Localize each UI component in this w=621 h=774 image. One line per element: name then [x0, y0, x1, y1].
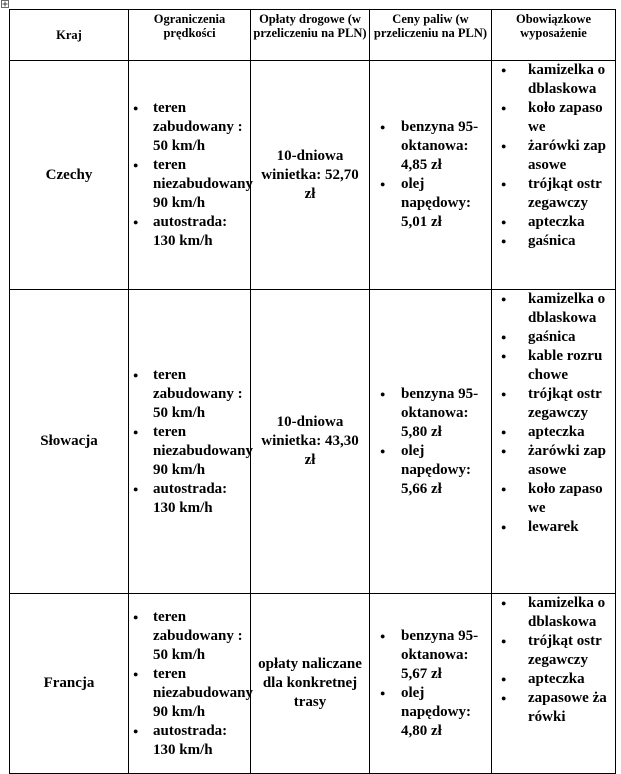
speed-limits-list: [129, 99, 254, 251]
speed-limits-list: [129, 366, 254, 518]
list-item: ● teren niezabudowany 90 km/h: [153, 423, 249, 480]
list-item: ● autostrada: 130 km/h: [153, 213, 249, 251]
list-item: ● autostrada: 130 km/h: [153, 480, 249, 518]
list-item: ● teren niezabudowany 90 km/h: [153, 665, 249, 722]
table-row: [10, 594, 616, 774]
fuel-prices-cell: [370, 594, 492, 774]
country-name: Słowacja: [10, 290, 129, 594]
list-item: ● kamizelka odblaskowa: [528, 594, 608, 632]
table-row: [10, 61, 616, 290]
list-item: ● koło zapasowe: [528, 480, 608, 518]
list-item: ● apteczka: [528, 670, 608, 689]
list-item: ● koło zapasowe: [528, 99, 608, 137]
header-speed-limits: Ograniczenia prędkości: [129, 10, 251, 61]
list-item: ● teren niezabudowany 90 km/h: [153, 156, 249, 213]
list-item: ● zapasowe żarówki: [528, 689, 608, 727]
list-item: ● kamizelka odblaskowa: [528, 61, 608, 99]
speed-limits-list: [129, 608, 254, 760]
header-fuel-prices: Ceny paliw (w przeliczeniu na PLN): [370, 10, 492, 61]
toll-cell: opłaty naliczane dla konkretnej trasy: [251, 594, 370, 774]
list-item: ● olej napędowy: 5,66 zł: [401, 442, 481, 499]
header-tolls: Opłaty drogowe (w przeliczeniu na PLN): [251, 10, 370, 61]
equipment-list: [492, 594, 608, 727]
list-item: ● kamizelka odblaskowa: [528, 290, 608, 328]
country-name: Czechy: [10, 61, 129, 290]
list-item: ● teren zabudowany : 50 km/h: [153, 608, 249, 665]
header-country: Kraj: [10, 10, 129, 61]
equipment-list: [492, 290, 608, 537]
fuel-prices-list: [370, 385, 481, 499]
list-item: ● benzyna 95-oktanowa: 4,85 zł: [401, 118, 481, 175]
list-item: ● kable rozruchowe: [528, 347, 608, 385]
list-item: ● autostrada: 130 km/h: [153, 722, 249, 760]
list-item: ● teren zabudowany : 50 km/h: [153, 366, 249, 423]
equipment-cell: [492, 61, 616, 290]
speed-limits-cell: [129, 61, 254, 290]
list-item: ● olej napędowy: 5,01 zł: [401, 175, 481, 232]
list-item: ● trójkąt ostrzegawczy: [528, 175, 608, 213]
fuel-prices-list: [370, 627, 481, 741]
toll-cell: 10-dniowa winietka: 52,70 zł: [251, 61, 370, 290]
list-item: ● benzyna 95-oktanowa: 5,80 zł: [401, 385, 481, 442]
table-row: [10, 290, 616, 594]
equipment-cell: [492, 594, 616, 774]
header-row: [10, 10, 616, 61]
list-item: ● trójkąt ostrzegawczy: [528, 632, 608, 670]
equipment-list: [492, 61, 608, 251]
equipment-cell: [492, 290, 616, 594]
fuel-prices-list: [370, 118, 481, 232]
speed-limits-cell: [129, 290, 254, 594]
list-item: ● trójkąt ostrzegawczy: [528, 385, 608, 423]
list-item: ● żarówki zapasowe: [528, 137, 608, 175]
list-item: ● apteczka: [528, 423, 608, 442]
toll-cell: 10-dniowa winietka: 43,30 zł: [251, 290, 370, 594]
list-item: ● żarówki zapasowe: [528, 442, 608, 480]
list-item: ● olej napędowy: 4,80 zł: [401, 684, 481, 741]
fuel-prices-cell: [370, 61, 492, 290]
list-item: ● lewarek: [528, 518, 608, 537]
table-anchor-icon[interactable]: [1, 0, 9, 8]
list-item: ● teren zabudowany : 50 km/h: [153, 99, 249, 156]
travel-info-table: [9, 9, 616, 774]
list-item: ● gaśnica: [528, 232, 608, 251]
list-item: ● benzyna 95-oktanowa: 5,67 zł: [401, 627, 481, 684]
country-name: Francja: [10, 594, 129, 774]
fuel-prices-cell: [370, 290, 492, 594]
list-item: ● apteczka: [528, 213, 608, 232]
speed-limits-cell: [129, 594, 254, 774]
header-equipment: Obowiązkowe wyposażenie: [492, 10, 616, 61]
list-item: ● gaśnica: [528, 328, 608, 347]
